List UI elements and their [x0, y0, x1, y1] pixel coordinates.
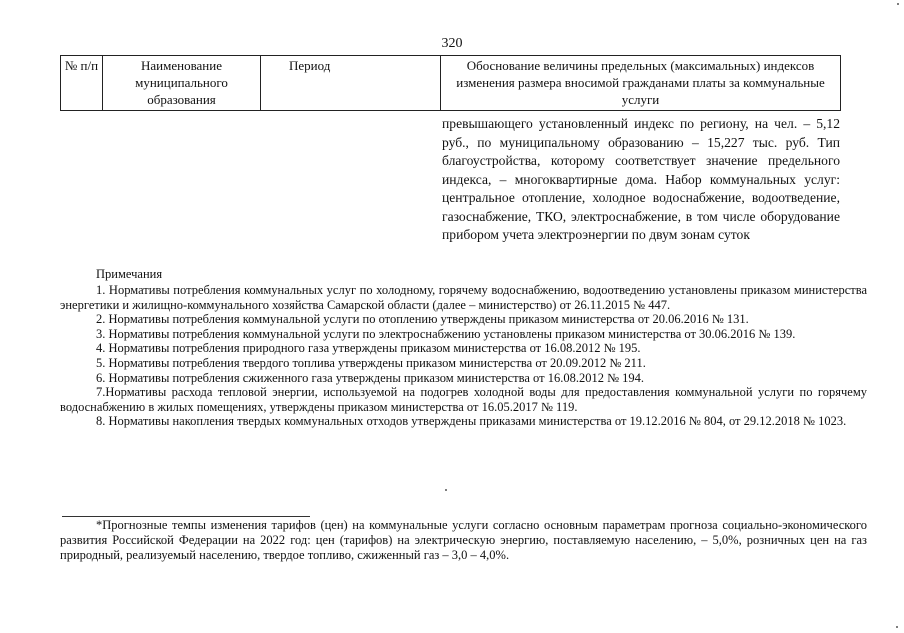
- notes-list: [60, 283, 867, 429]
- header-table: [60, 55, 841, 111]
- scan-speck: [445, 489, 447, 491]
- note-item: 2. Нормативы потребления коммунальной услуги по отоплению утверждены приказом министерства от 20.06.2016 № 131.: [96, 312, 749, 327]
- footnote-separator: [62, 516, 310, 517]
- footnote: *Прогнозные темпы изменения тарифов (цен) на коммунальные услуги согласно основным параметрам прогноза социально-экономического развития Российской Федерации на 2022 год: цен (тарифов) на электрическую энергию, поставляемую населению, – 5,0%, розничных цен на газ природный, реализуемый населению, твердое топливо, сжиженный газ – 3,0 – 4,0%.: [60, 518, 867, 562]
- header-cell-name: Наименование муниципального образования: [103, 56, 261, 111]
- page-number: 320: [441, 36, 463, 51]
- header-cell-no: № п/п: [61, 56, 103, 111]
- scan-speck: [896, 626, 898, 628]
- notes-title: Примечания: [96, 267, 163, 281]
- note-item: 1. Нормативы потребления коммунальных услуг по холодному, горячему водоснабжению, водоотведению установлены приказом министерства энергетики и жилищно-коммунального хозяйства Самарской области (далее – министерство) от 26.11.2015 № 447.: [60, 283, 867, 312]
- note-item: 7.Нормативы расхода тепловой энергии, используемой на подогрев холодной воды для предоставления коммунальной услуги по горячему водоснабжению в жилых помещениях, утверждены приказом министерства от 16.05.2017 № 119.: [60, 385, 867, 414]
- note-item: 6. Нормативы потребления сжиженного газа утверждены приказом министерства от 16.08.2012 № 194.: [96, 370, 644, 385]
- continuation-text: превышающего установленный индекс по региону, на чел. – 5,12 руб., по муниципальному образованию – 15,227 тыс. руб. Тип благоустройства, которому соответствует значение предельного индекса, – многоквартирные дома. Набор коммунальных услуг: центральное отопление, холодное водоснабжение, водоотведение, газоснабжение, ТКО, электроснабжение, в том числе оборудование прибором учета электроэнергии по двум зонам суток: [442, 116, 840, 242]
- header-cell-period: Период: [261, 56, 441, 111]
- note-item: 8. Нормативы накопления твердых коммунальных отходов утверждены приказами министерства от 19.12.2016 № 804, от 29.12.2018 № 1023.: [96, 414, 847, 429]
- header-cell-basis: Обоснование величины предельных (максимальных) индексов изменения размера вносимой гражданами платы за коммунальные услуги: [441, 56, 841, 111]
- note-item: 5. Нормативы потребления твердого топлива утверждены приказом министерства от 20.09.2012 № 211.: [96, 355, 646, 370]
- header-row: [61, 56, 841, 111]
- note-item: 3. Нормативы потребления коммунальной услуги по электроснабжению установлены приказом министерства от 30.06.2016 № 139.: [96, 326, 796, 341]
- scan-speck: [897, 3, 899, 5]
- note-item: 4. Нормативы потребления природного газа утверждены приказом министерства от 16.08.2012 № 195.: [96, 341, 641, 356]
